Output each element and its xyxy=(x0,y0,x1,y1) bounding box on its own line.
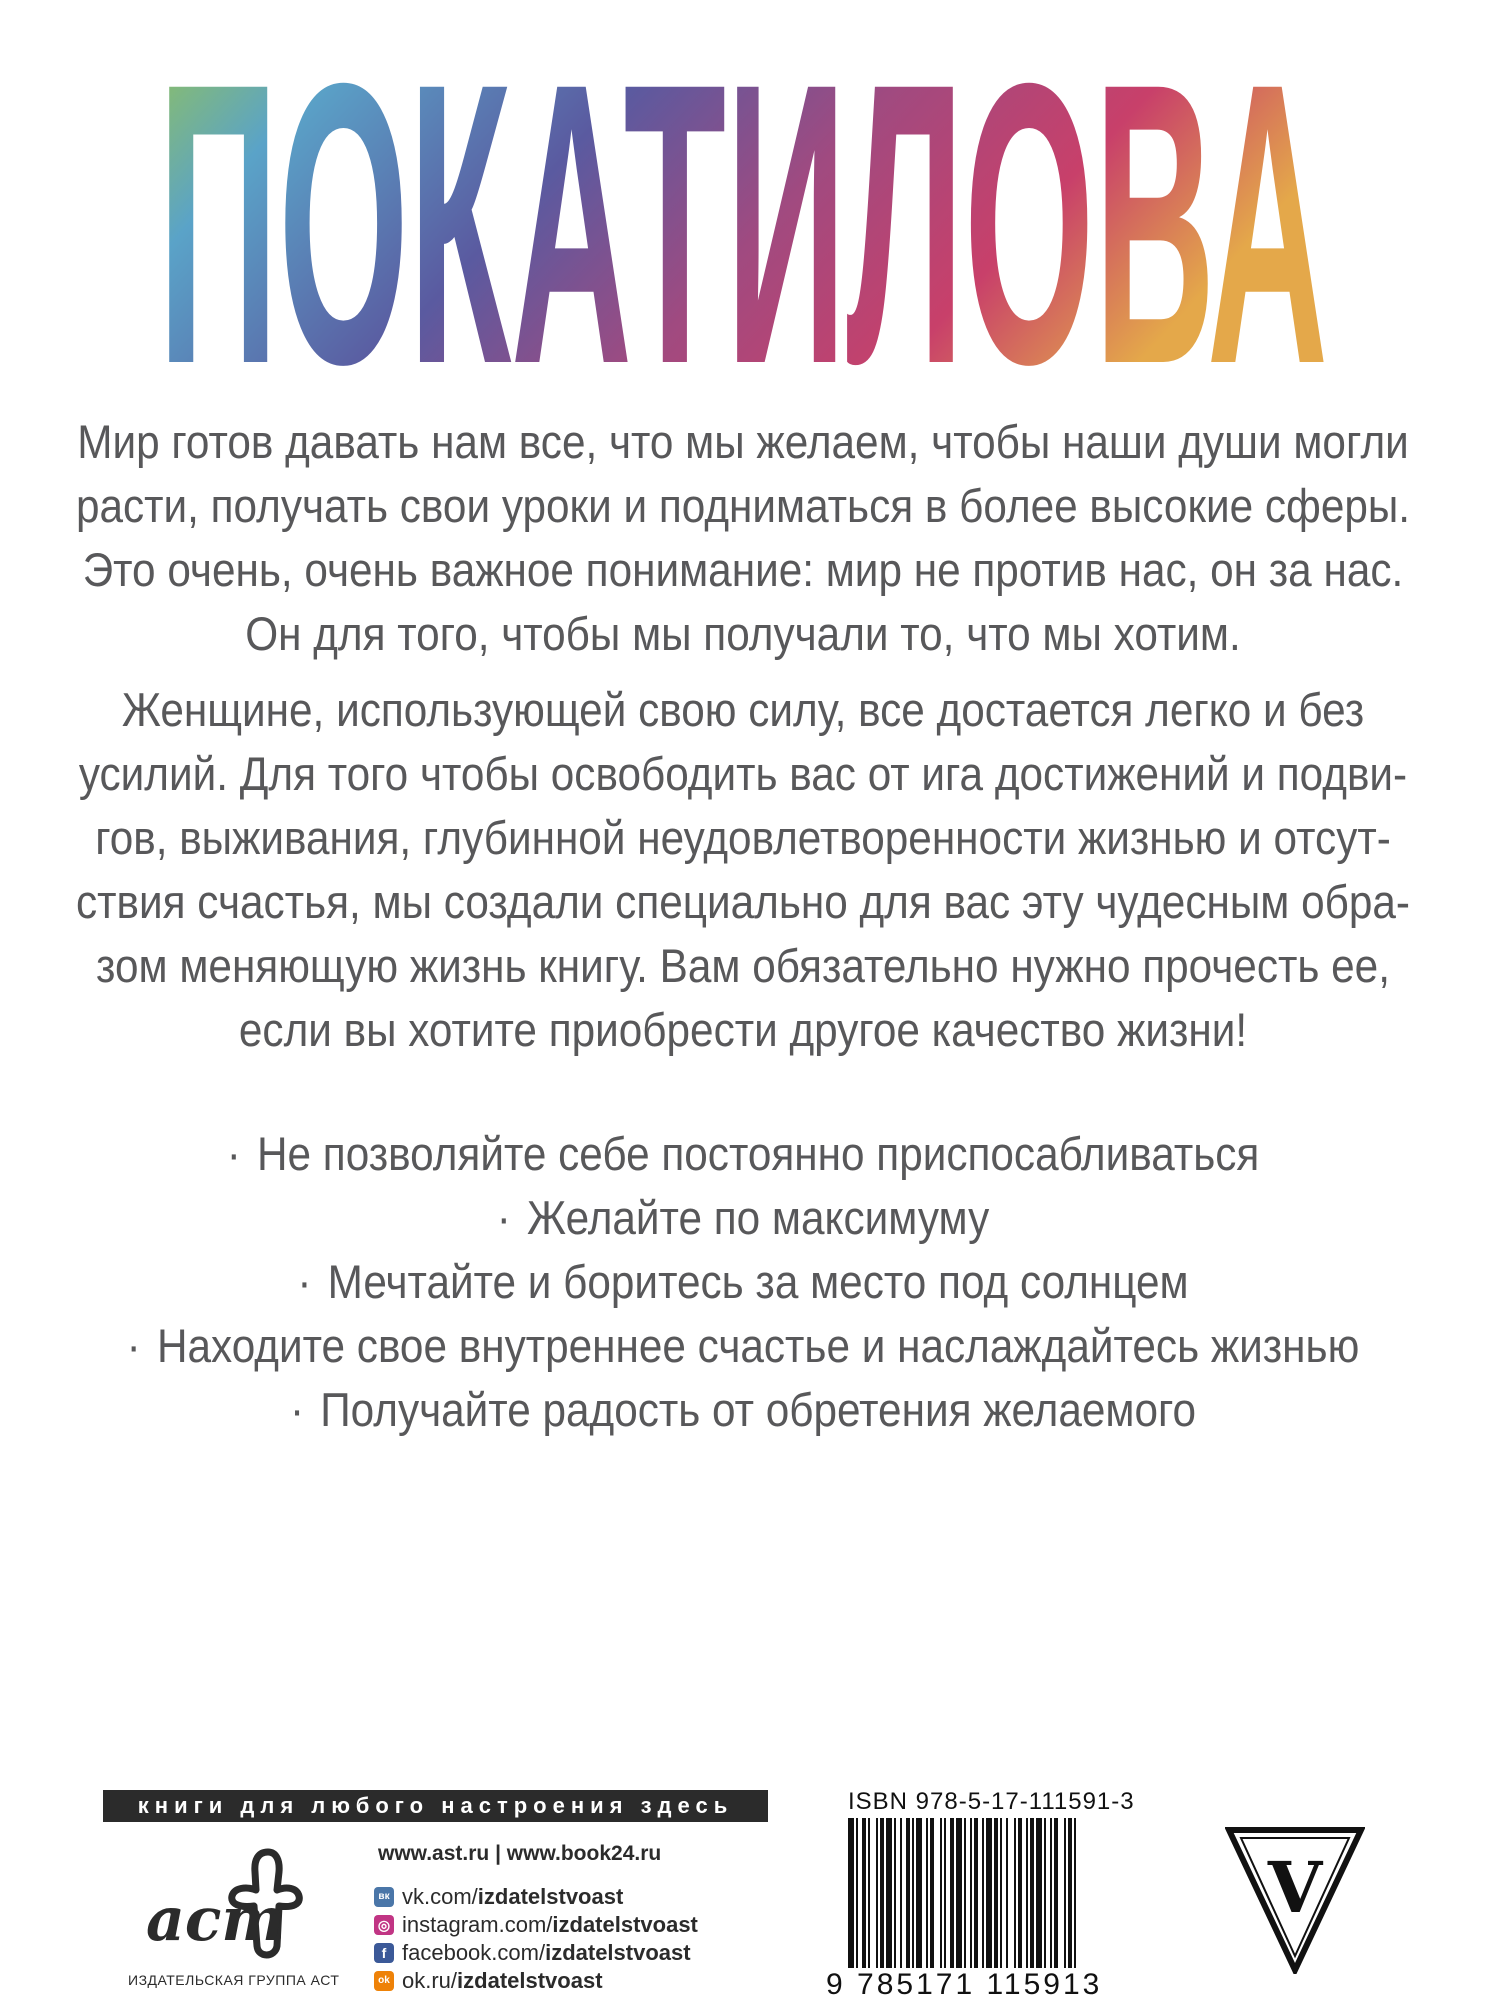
slogan-bar: книги для любого настроения здесь xyxy=(103,1790,768,1822)
barcode-bar xyxy=(1014,1818,1016,1978)
list-item xyxy=(74,1122,1411,1186)
bullet-icon: · xyxy=(297,1255,312,1308)
social-link-facebook[interactable] xyxy=(374,1940,691,1966)
website-links[interactable]: www.ast.ru | www.book24.ru xyxy=(378,1842,662,1865)
vk-icon: вк xyxy=(374,1887,394,1907)
text-line: гов, выживания, глубинной неудовлетворенности жизнью и отсут- xyxy=(95,811,1391,864)
social-handle: izdatelstvoast xyxy=(457,1968,603,1993)
barcode-bar xyxy=(944,1818,946,1978)
barcode-bar xyxy=(982,1818,984,1978)
text-line: зом меняющую жизнь книгу. Вам обязательно нужно прочесть ее, xyxy=(96,939,1390,992)
barcode-bar xyxy=(994,1818,998,1978)
list-item-text: Находите свое внутреннее счастье и наслаждайтесь жизнью xyxy=(156,1319,1360,1372)
bullet-icon: · xyxy=(226,1127,241,1180)
social-handle: izdatelstvoast xyxy=(545,1940,691,1965)
text-line: ствия счастья, мы создали специально для вас эту чудесным обра- xyxy=(76,875,1410,928)
social-prefix: vk.com/ xyxy=(402,1884,478,1909)
barcode-bar xyxy=(1068,1818,1072,1978)
bullet-icon: · xyxy=(496,1191,511,1244)
barcode-bar xyxy=(1030,1818,1034,1978)
text-line: расти, получать свои уроки и подниматься в более высокие сферы. xyxy=(75,479,1411,532)
text-line: усилий. Для того чтобы освободить вас от ига достижений и подви- xyxy=(78,747,1408,800)
barcode-bar xyxy=(940,1818,942,1978)
list-item-text: Получайте радость от обретения желаемого xyxy=(320,1383,1197,1436)
list-item xyxy=(74,1378,1411,1442)
list-item xyxy=(74,1186,1411,1250)
barcode-bar xyxy=(964,1818,966,1978)
list-item-text: Не позволяйте себе постоянно приспосабливаться xyxy=(256,1127,1260,1180)
barcode-bar xyxy=(912,1818,914,1978)
barcode-bar xyxy=(880,1818,884,1978)
instagram-icon: ◎ xyxy=(374,1915,394,1935)
description-paragraph-1 xyxy=(74,410,1411,666)
imprint-triangle-logo xyxy=(1225,1826,1365,1974)
author-surname: ПОКАТИЛОВА xyxy=(158,0,1328,380)
barcode-bar xyxy=(1006,1818,1008,1978)
social-prefix: instagram.com/ xyxy=(402,1912,553,1937)
barcode-bar xyxy=(894,1818,896,1978)
barcode-bar xyxy=(956,1818,962,1978)
barcode-bar xyxy=(986,1818,992,1978)
publisher-footer xyxy=(0,1790,1486,2000)
social-handle: izdatelstvoast xyxy=(477,1884,624,1909)
social-handle: izdatelstvoast xyxy=(552,1912,698,1937)
barcode-bar xyxy=(886,1818,892,1978)
list-item xyxy=(74,1250,1411,1314)
text-line: Это очень, очень важное понимание: мир не против нас, он за нас. xyxy=(82,543,1404,596)
social-prefix: facebook.com/ xyxy=(402,1940,546,1965)
logo-text: аст xyxy=(146,1885,285,1955)
list-item xyxy=(74,1314,1411,1378)
social-prefix: ok.ru/ xyxy=(402,1968,458,1993)
barcode xyxy=(848,1818,1140,1978)
facebook-icon: f xyxy=(374,1943,394,1963)
barcode-bar xyxy=(1054,1818,1058,1978)
barcode-bar xyxy=(1064,1818,1066,1978)
barcode-bar xyxy=(916,1818,922,1978)
barcode-bar xyxy=(926,1818,928,1978)
text-line: Женщине, использующей свою силу, все достается легко и без xyxy=(121,683,1365,736)
barcode-bar xyxy=(1018,1818,1022,1978)
barcode-bar xyxy=(950,1818,954,1978)
barcode-bar xyxy=(1000,1818,1002,1978)
barcode-bar xyxy=(862,1818,866,1978)
barcode-bar xyxy=(1036,1818,1042,1978)
list-item-text: Желайте по максимуму xyxy=(527,1191,990,1244)
social-link-odnoklassniki[interactable] xyxy=(374,1968,603,1994)
barcode-bar xyxy=(848,1818,854,1978)
barcode-bar xyxy=(868,1818,870,1978)
ast-logo xyxy=(140,1848,325,1963)
barcode-bar xyxy=(970,1818,972,1978)
author-title xyxy=(0,0,1486,380)
barcode-bar xyxy=(900,1818,902,1978)
barcode-bar xyxy=(930,1818,934,1978)
barcode-bar xyxy=(974,1818,978,1978)
bullet-icon: · xyxy=(126,1319,141,1372)
publisher-caption: ИЗДАТЕЛЬСКАЯ ГРУППА АСТ xyxy=(128,1972,340,1988)
bullet-icon: · xyxy=(289,1383,305,1436)
isbn-text: ISBN 978-5-17-111591-3 xyxy=(848,1788,1135,1815)
odnoklassniki-icon: ok xyxy=(374,1971,394,1991)
imprint-letter: V xyxy=(1267,1846,1323,1929)
benefits-list xyxy=(74,1122,1411,1442)
text-line: если вы хотите приобрести другое качество жизни! xyxy=(238,1003,1248,1056)
barcode-digits: 9 785171 115913 xyxy=(826,1968,1146,2002)
barcode-bar xyxy=(856,1818,858,1978)
barcode-bar xyxy=(906,1818,910,1978)
barcode-bar xyxy=(1044,1818,1046,1978)
barcode-bar xyxy=(1026,1818,1028,1978)
text-line: Мир готов давать нам все, что мы желаем, чтобы наши души могли xyxy=(77,415,1409,468)
description-paragraph-2 xyxy=(74,678,1411,1062)
barcode-bar xyxy=(1050,1818,1052,1978)
barcode-bar xyxy=(1074,1818,1076,1978)
social-link-vk[interactable] xyxy=(374,1884,623,1910)
list-item-text: Мечтайте и боритесь за место под солнцем xyxy=(327,1255,1189,1308)
text-line: Он для того, чтобы мы получали то, что мы хотим. xyxy=(245,607,1241,660)
barcode-bar xyxy=(876,1818,878,1978)
social-link-instagram[interactable] xyxy=(374,1912,698,1938)
